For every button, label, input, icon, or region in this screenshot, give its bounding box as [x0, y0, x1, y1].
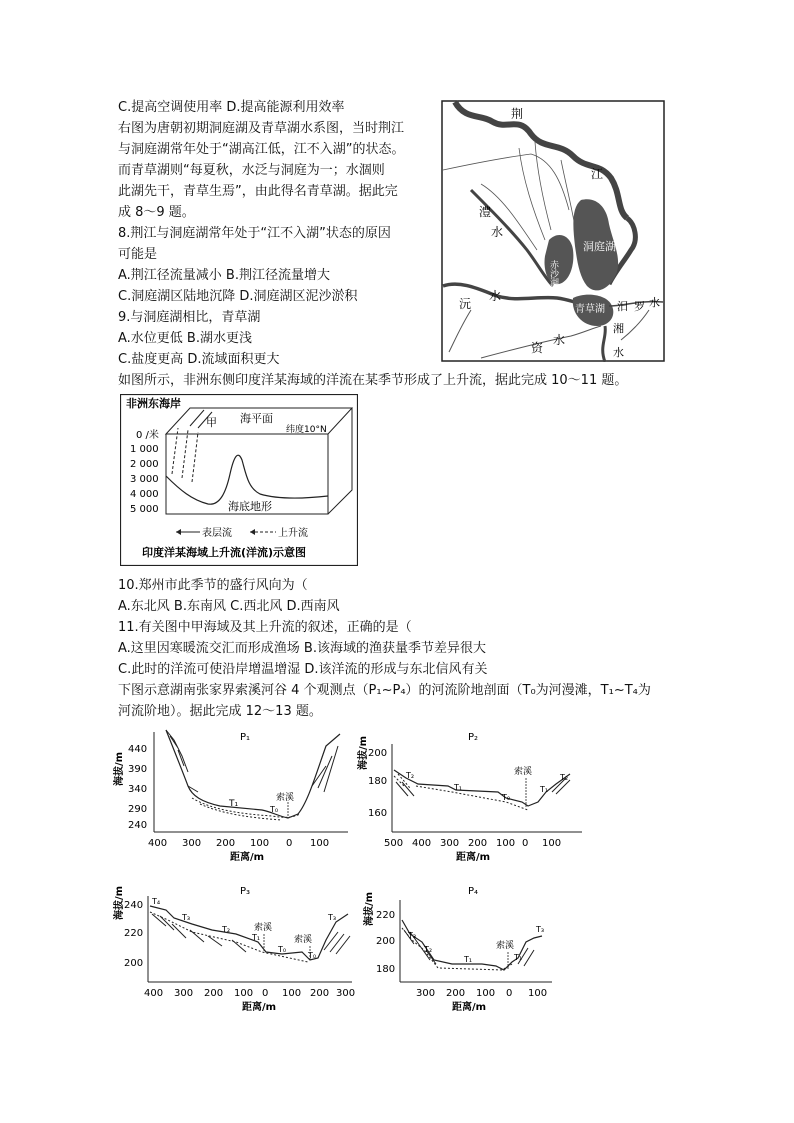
terrace-label: T₄ — [152, 897, 161, 906]
depth-tick: 5 000 — [130, 504, 159, 515]
profile-p3 — [112, 880, 360, 1012]
options-11-ab: A.这里因寒暖流交汇而形成渔场 B.该海域的渔获量季节差异很大 — [118, 641, 486, 656]
y-tick: 390 — [128, 764, 148, 775]
terrace-label: T₁ — [252, 933, 261, 942]
x-tick: 100 — [476, 988, 496, 999]
y-tick: 180 — [376, 964, 396, 975]
terrace-label: T₀ — [278, 945, 287, 954]
intro-10-11: 如图所示，非洲东侧印度洋某海域的洋流在某季节形成了上升流，据此完成 10～11 题。 — [118, 373, 628, 388]
intro-12-13-cont: 河流阶地）。据此完成 12～13 题。 — [118, 704, 322, 719]
y-tick: 220 — [376, 910, 396, 921]
y-tick: 200 — [124, 958, 144, 969]
terrace-label: T₁ — [514, 953, 523, 962]
terrace-label: T₁ — [454, 783, 463, 792]
text-line: C.提高空调使用率 D.提高能源利用效率 — [118, 100, 345, 115]
map-label-li-shui: 水 — [491, 225, 504, 239]
map-label-xiang: 湘 — [613, 322, 624, 335]
options-11-cd: C.此时的洋流可使沿岸增温增湿 D.该洋流的形成与东北信风有关 — [118, 662, 488, 677]
y-axis-label: 海拔/m — [114, 885, 125, 920]
x-tick: 300 — [182, 838, 202, 849]
river-label: 索溪 — [254, 923, 273, 933]
profile-p4 — [362, 880, 560, 1012]
terrace-label: T₀ — [270, 805, 279, 814]
terrace-label: T₀ — [308, 951, 317, 960]
map-label-yuan-shui: 水 — [489, 289, 502, 303]
river-label: 索溪 — [276, 793, 295, 803]
x-tick: 0 — [506, 988, 513, 999]
river-label: 索溪 — [294, 935, 313, 945]
upwelling-diagram — [120, 394, 358, 566]
map-label-zi-shui: 水 — [553, 333, 566, 347]
terrace-label: T₃ — [328, 913, 337, 922]
coast-label: 非洲东海岸 — [126, 397, 181, 410]
options-8-cd: C.洞庭湖区陆地沉降 D.洞庭湖区泥沙淤积 — [118, 289, 358, 304]
x-tick: 0 — [286, 838, 293, 849]
x-tick: 200 — [216, 838, 236, 849]
x-tick: 100 — [528, 988, 548, 999]
options-9-ab: A.水位更低 B.湖水更浅 — [118, 331, 252, 346]
ocean-caption: 印度洋某海域上升流(洋流)示意图 — [142, 546, 307, 559]
x-tick: 300 — [416, 988, 436, 999]
terrace-label: T₁ — [464, 955, 473, 964]
options-9-cd: C.盐度更高 D.流域面积更大 — [118, 352, 280, 367]
y-tick: 340 — [128, 784, 148, 795]
depth-tick: 4 000 — [130, 489, 159, 500]
x-axis-label: 距离/m — [230, 852, 265, 862]
y-tick: 240 — [128, 820, 148, 831]
y-tick: 240 — [124, 900, 144, 911]
x-tick: 100 — [310, 838, 330, 849]
x-tick: 100 — [542, 838, 562, 849]
jia-label: 甲 — [206, 416, 217, 429]
x-tick: 400 — [148, 838, 168, 849]
x-tick: 300 — [336, 988, 356, 999]
legend-surface: 表层流 — [202, 528, 232, 539]
y-tick: 200 — [376, 936, 396, 947]
x-tick: 300 — [440, 838, 460, 849]
map-label-yuan: 沅 — [459, 297, 472, 311]
x-tick: 100 — [282, 988, 302, 999]
question-11: 11.有关图中甲海域及其上升流的叙述，正确的是（ — [118, 620, 412, 635]
options-10: A.东北风 B.东南风 C.西北风 D.西南风 — [118, 599, 340, 614]
x-tick: 200 — [446, 988, 466, 999]
terrace-label: T₂ — [424, 945, 433, 954]
map-label-miluo: 汨罗 — [617, 300, 651, 313]
x-tick: 300 — [174, 988, 194, 999]
x-axis-label: 距离/m — [242, 1002, 277, 1012]
x-tick: 0 — [262, 988, 269, 999]
question-8-cont: 可能是 — [118, 247, 158, 262]
terrace-label: T₃ — [408, 931, 417, 940]
x-tick: 500 — [384, 838, 404, 849]
x-tick: 200 — [468, 838, 488, 849]
map-label-miluo-shui: 水 — [649, 296, 660, 309]
depth-tick: 0 /米 — [136, 430, 159, 441]
map-label-xiang-shui: 水 — [613, 346, 624, 359]
x-axis-label: 距离/m — [456, 852, 491, 862]
question-10: 10.郑州市此季节的盛行风向为（ — [118, 578, 308, 593]
river-label: 索溪 — [496, 941, 515, 951]
x-tick: 100 — [250, 838, 270, 849]
terrace-label: T₃ — [182, 913, 191, 922]
map-label-chishazhou: 赤沙湖 — [548, 260, 558, 287]
depth-tick: 2 000 — [130, 459, 159, 470]
map-label-qingcaohu: 青草湖 — [575, 304, 605, 315]
river-label: 索溪 — [514, 767, 533, 777]
x-tick: 200 — [204, 988, 224, 999]
text-line: 右图为唐朝初期洞庭湖及青草湖水系图，当时荆江 — [118, 121, 405, 136]
profile-title: P₁ — [240, 732, 251, 743]
terrace-label: T₁ — [540, 785, 549, 794]
map-label-li: 澧 — [479, 205, 492, 219]
question-8: 8.荆江与洞庭湖常年处于“江不入湖”状态的原因 — [118, 226, 391, 241]
y-tick: 180 — [368, 776, 388, 787]
y-tick: 440 — [128, 744, 148, 755]
depth-tick: 1 000 — [130, 444, 159, 455]
x-tick: 0 — [522, 838, 529, 849]
x-tick: 400 — [412, 838, 432, 849]
profile-title: P₄ — [468, 886, 479, 897]
depth-tick: 3 000 — [130, 474, 159, 485]
sea-level-label: 海平面 — [240, 412, 273, 425]
question-9: 9.与洞庭湖相比，青草湖 — [118, 310, 261, 325]
x-axis-label: 距离/m — [452, 1002, 487, 1012]
latitude-label: 纬度10°N — [286, 425, 327, 435]
terrace-label: T₂ — [222, 925, 231, 934]
x-tick: 100 — [234, 988, 254, 999]
profile-title: P₃ — [240, 886, 251, 897]
terrace-label: T₂ — [560, 773, 569, 782]
text-line: 与洞庭湖常年处于“湖高江低，江不入湖”的状态。 — [118, 142, 405, 157]
y-axis-label: 海拔/m — [364, 891, 375, 926]
terrace-label: T₀ — [502, 793, 511, 802]
map-label-zi: 资 — [531, 341, 544, 355]
terrace-label: T₃ — [536, 925, 545, 934]
x-tick: 400 — [144, 988, 164, 999]
map-label-jiang: 江 — [591, 167, 604, 181]
y-tick: 160 — [368, 808, 388, 819]
text-line: 此湖先干，青草生焉”，由此得名青草湖。据此完 — [118, 184, 398, 199]
y-axis-label: 海拔/m — [358, 735, 369, 770]
terrace-label: T₂ — [406, 771, 415, 780]
y-tick: 200 — [368, 748, 388, 759]
profile-title: P₂ — [468, 732, 479, 743]
text-line: 而青草湖则“每夏秋，水泛与洞庭为一；水涸则 — [118, 163, 385, 178]
y-axis-label: 海拔/m — [114, 751, 125, 786]
x-tick: 200 — [310, 988, 330, 999]
profile-p2 — [356, 726, 590, 862]
seabed-label: 海底地形 — [228, 500, 272, 513]
map-label-jing: 荆 — [511, 107, 524, 121]
profile-p1 — [112, 726, 358, 862]
text-line: 成 8～9 题。 — [118, 205, 195, 220]
terrace-label: T₁ — [229, 799, 239, 809]
map-label-dongtinghu: 洞庭湖 — [583, 240, 616, 253]
y-tick: 290 — [128, 804, 148, 815]
lake-map — [441, 100, 665, 362]
options-8-ab: A.荆江径流量减小 B.荆江径流量增大 — [118, 268, 330, 283]
y-tick: 220 — [124, 928, 144, 939]
x-tick: 100 — [496, 838, 516, 849]
legend-upwelling: 上升流 — [278, 528, 308, 539]
intro-12-13: 下图示意湖南张家界索溪河谷 4 个观测点（P₁~P₄）的河流阶地剖面（T₀为河漫滩，T₁~T₄为 — [118, 683, 651, 698]
